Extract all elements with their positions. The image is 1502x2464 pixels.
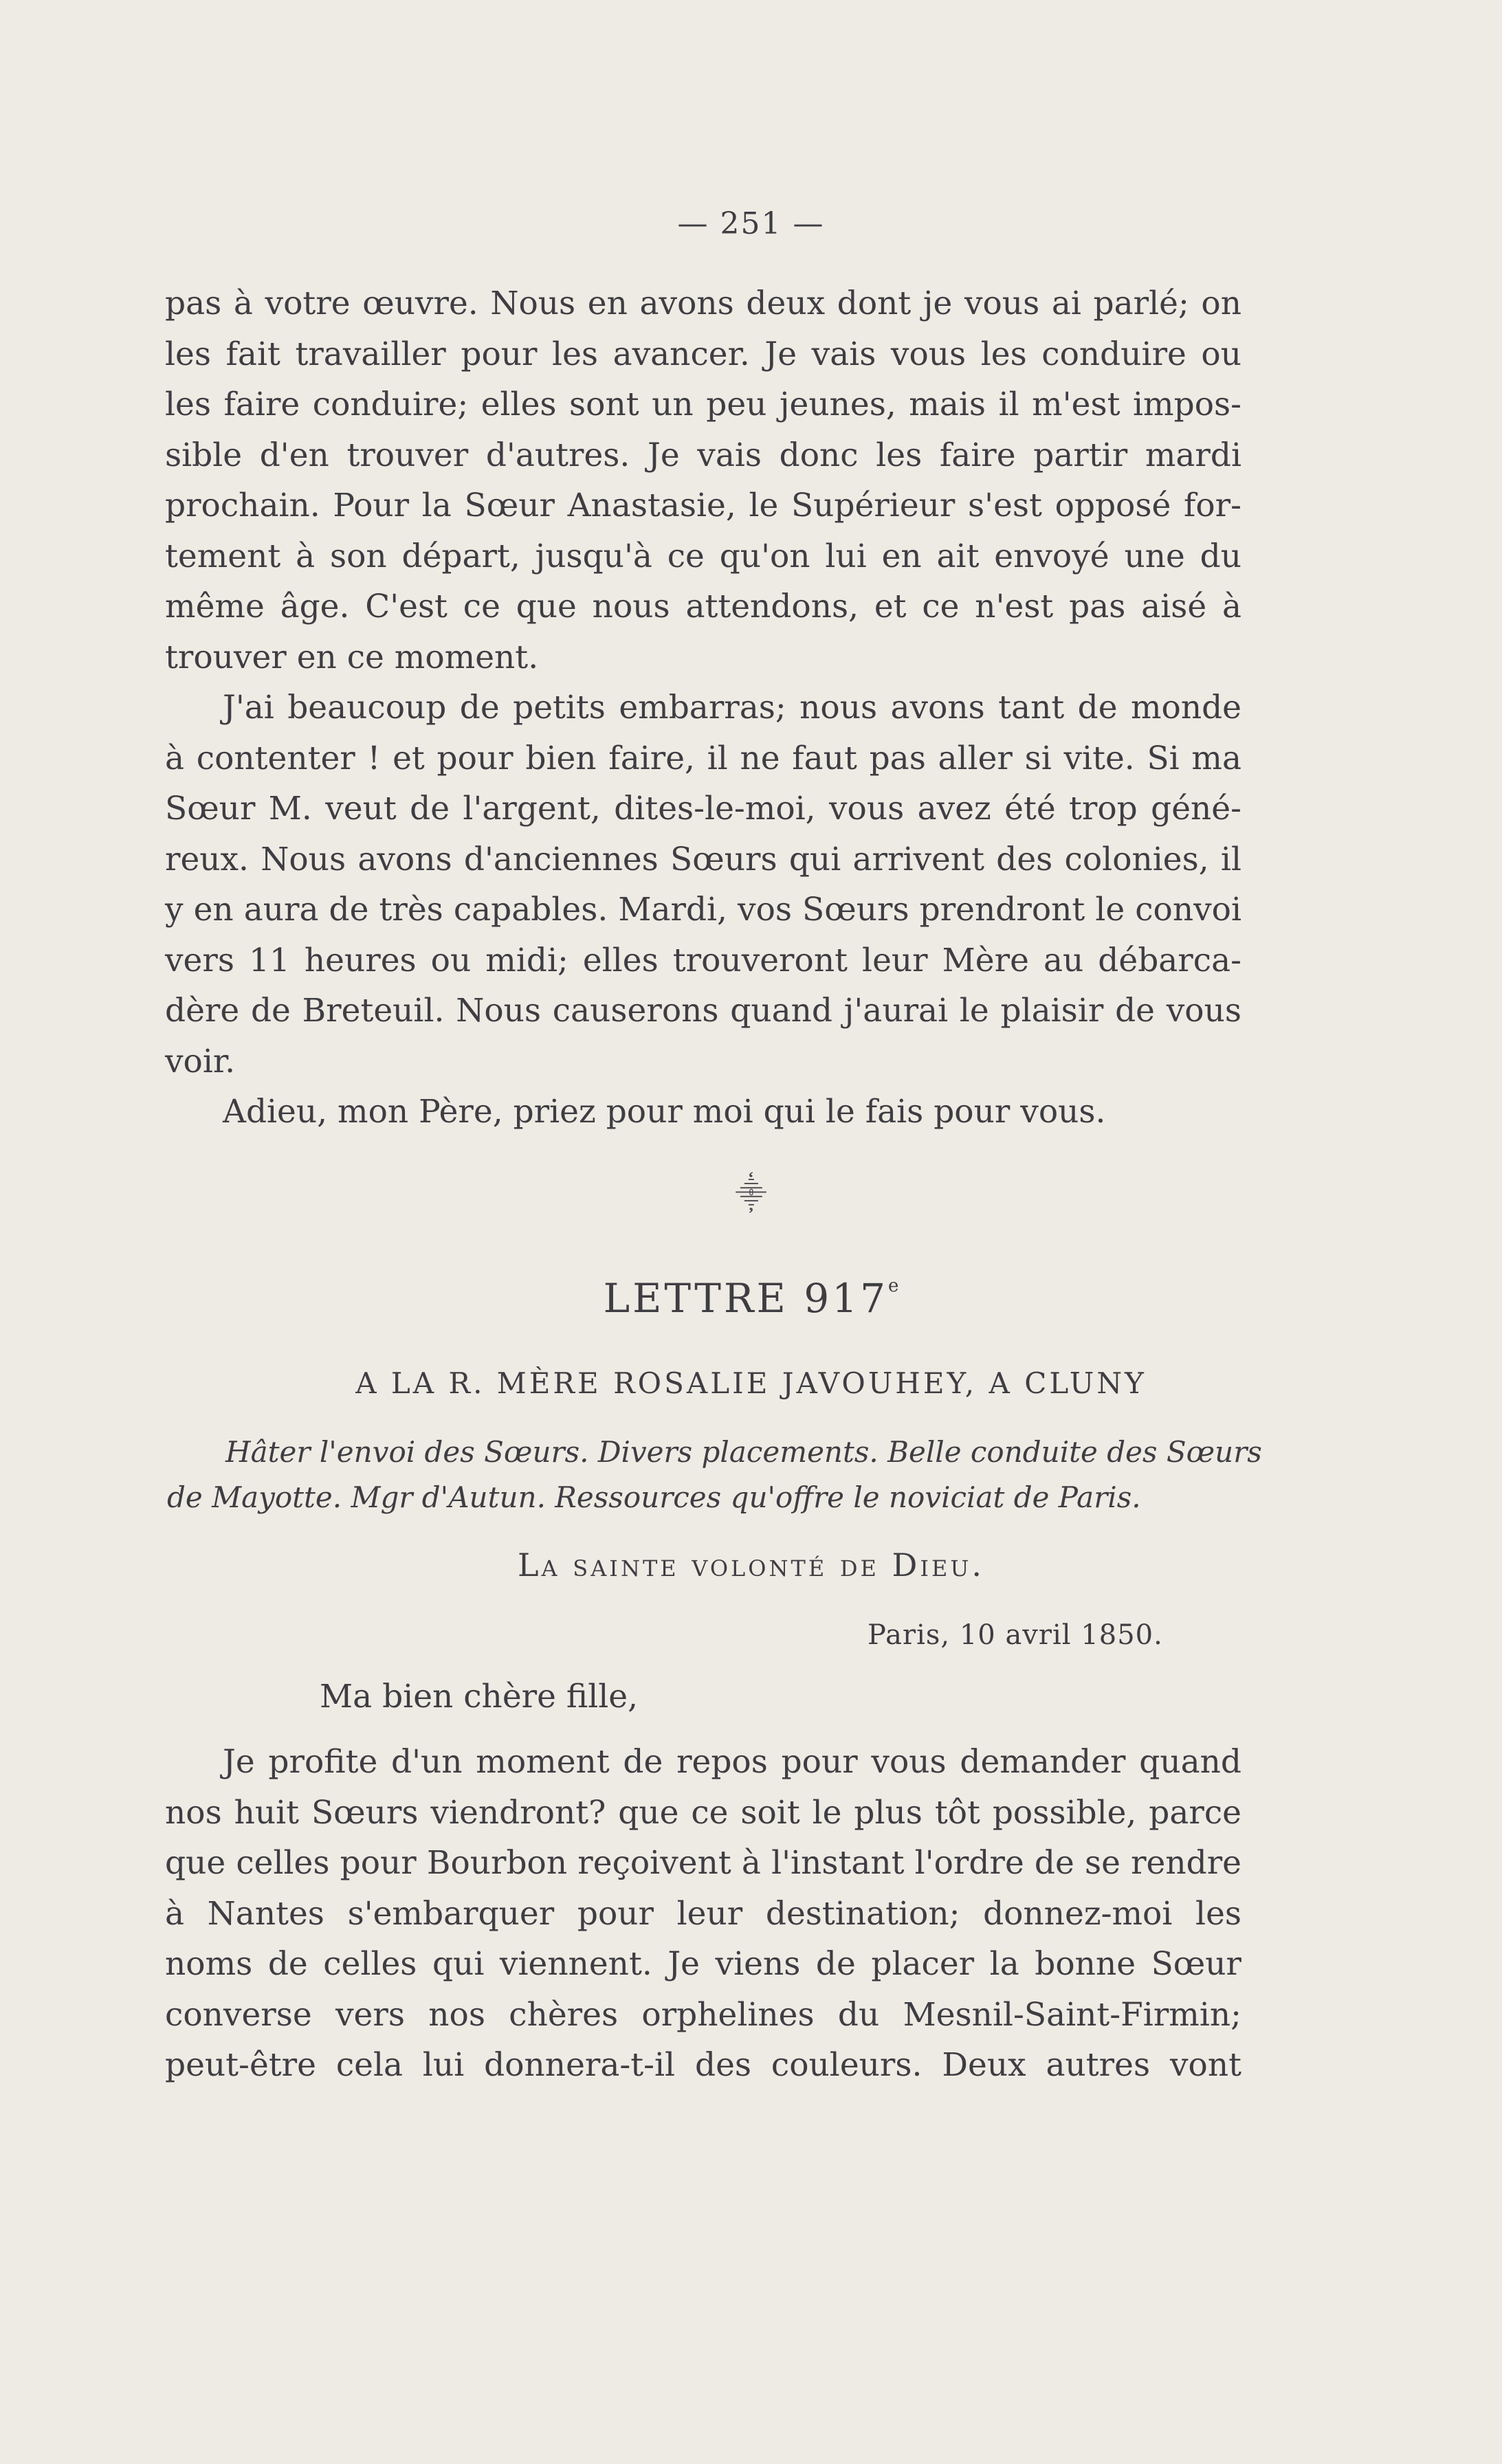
letter-dateline: Paris, 10 avril 1850.: [868, 1619, 1163, 1651]
page-number: — 251 —: [677, 206, 825, 241]
text-line: converse vers nos chères orphelines du Mesnil-Saint-Firmin;: [165, 1995, 1241, 2034]
text-line: tement à son départ, jusqu'à ce qu'on lui en ait envoyé une du: [165, 537, 1241, 575]
text-line: noms de celles qui viennent. Je viens de placer la bonne Sœur: [165, 1945, 1241, 1983]
text-line: les faire conduire; elles sont un peu jeunes, mais il m'est impos-: [165, 386, 1241, 423]
letter-title: [0, 1275, 1502, 1322]
text-line: Adieu, mon Père, priez pour moi qui le fais pour vous.: [223, 1093, 1106, 1131]
letter-body: [165, 1737, 1241, 2091]
letter-title-text: LETTRE 917: [603, 1275, 889, 1322]
text-line: prochain. Pour la Sœur Anastasie, le Supérieur s'est opposé for-: [165, 487, 1241, 524]
summary-line: de Mayotte. Mgr d'Autun. Ressources qu'offre le noviciat de Paris.: [167, 1480, 1141, 1514]
continuation-text: [165, 278, 1241, 1137]
letter-salutation: Ma bien chère fille,: [320, 1678, 639, 1716]
text-line: à Nantes s'embarquer pour leur destination; donnez-moi les: [165, 1894, 1241, 1933]
text-line: nos huit Sœurs viendront? que ce soit le plus tôt possible, parce: [165, 1793, 1241, 1832]
text-line: trouver en ce moment.: [165, 638, 539, 676]
text-line: Sœur M. veut de l'argent, dites-le-moi, vous avez été trop géné-: [165, 790, 1241, 828]
text-line: sible d'en trouver d'autres. Je vais donc les faire partir mardi: [165, 436, 1241, 474]
text-line: J'ai beaucoup de petits embarras; nous avons tant de monde: [223, 689, 1241, 726]
text-line: voir.: [165, 1042, 236, 1080]
text-line: y en aura de très capables. Mardi, vos Sœurs prendront le convoi: [165, 891, 1241, 929]
text-line: Je profite d'un moment de repos pour vous demander quand: [223, 1743, 1241, 1781]
text-line: pas à votre œuvre. Nous en avons deux dont je vous ai parlé; on: [165, 285, 1241, 322]
text-line: reux. Nous avons d'anciennes Sœurs qui arrivent des colonies, il: [165, 840, 1241, 878]
text-line: les fait travailler pour les avancer. Je vais vous les conduire ou: [165, 335, 1241, 373]
letter-addressee: A LA R. MÈRE ROSALIE JAVOUHEY, A CLUNY: [355, 1366, 1147, 1400]
summary-line: Hâter l'envoi des Sœurs. Divers placements. Belle conduite des Sœurs: [225, 1435, 1262, 1469]
text-line: peut-être cela lui donnera-t-il des couleurs. Deux autres vont: [165, 2046, 1241, 2084]
letter-title-suffix: e: [888, 1276, 899, 1296]
text-line: dère de Breteuil. Nous causerons quand j'aurai le plaisir de vous: [165, 992, 1241, 1030]
letter-summary: [167, 1430, 1262, 1520]
text-line: que celles pour Bourbon reçoivent à l'instant l'ordre de se rendre: [165, 1844, 1241, 1882]
text-line: vers 11 heures ou midi; elles trouveront leur Mère au débarca-: [165, 941, 1241, 979]
text-line: à contenter ! et pour bien faire, il ne faut pas aller si vite. Si ma: [165, 739, 1241, 777]
letter-motto: La sainte volonté de Dieu.: [518, 1546, 984, 1584]
text-line: même âge. C'est ce que nous attendons, et ce n'est pas aisé à: [165, 588, 1241, 625]
ornament-separator: ⸎: [735, 1177, 767, 1212]
